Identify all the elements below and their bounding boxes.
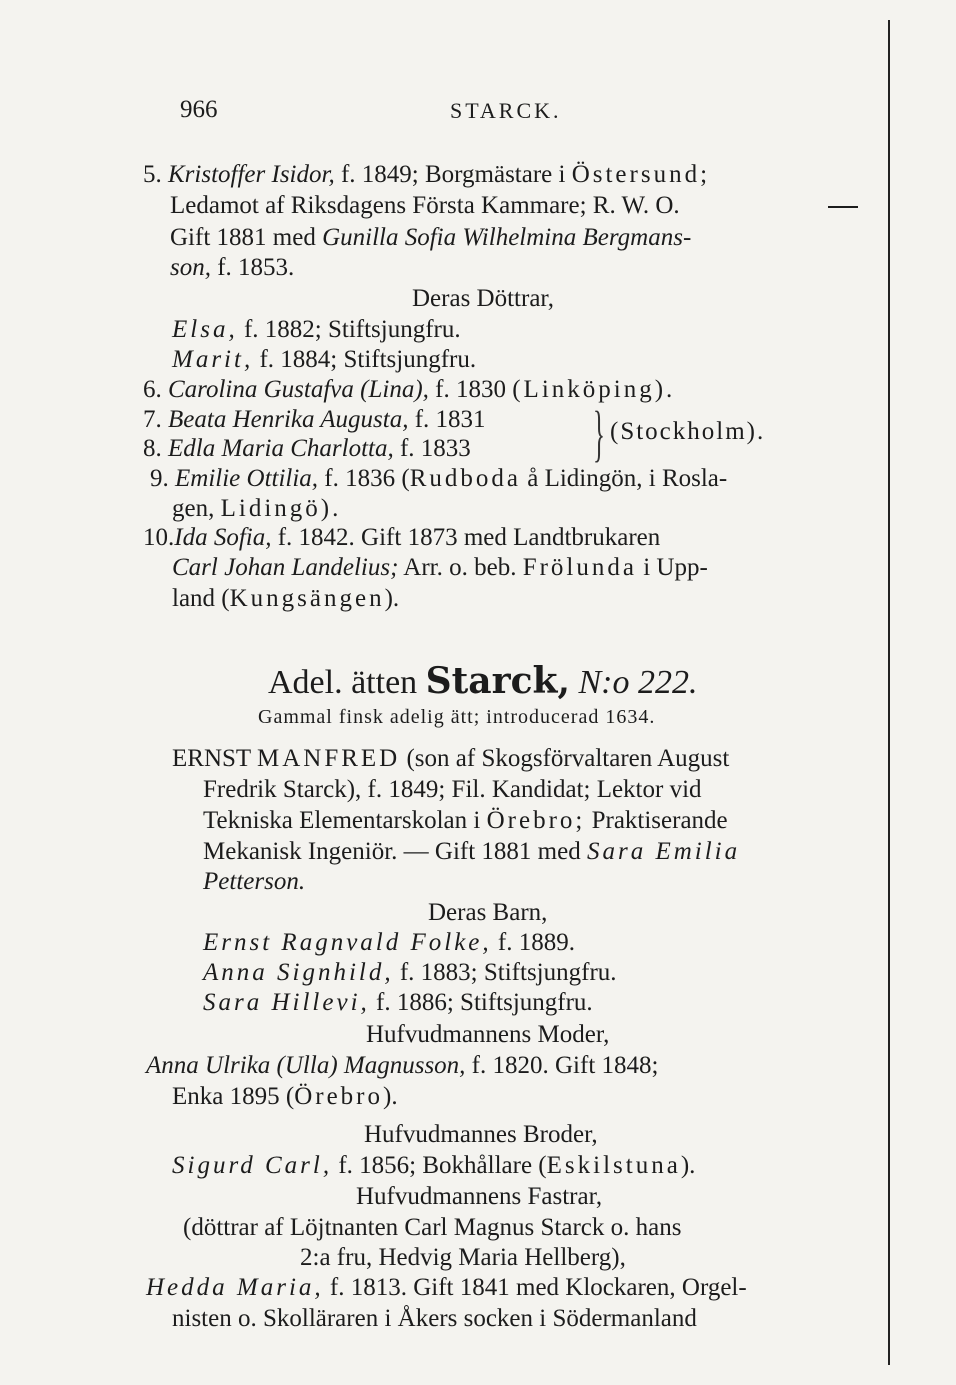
entry-7: 7. Beata Henrika Augusta, f. 1831	[143, 406, 486, 433]
children-heading: Deras Barn,	[428, 899, 548, 926]
entry-8: 8. Edla Maria Charlotta, f. 1833	[143, 435, 471, 462]
ernst-line2: Fredrik Starck), f. 1849; Fil. Kandidat; Lektor vid	[203, 776, 702, 803]
aunts-line1: (döttrar af Löjtnanten Carl Magnus Starck o. hans	[183, 1214, 682, 1241]
child-anna: Anna Signhild, f. 1883; Stiftsjungfru.	[203, 959, 617, 986]
page-number: 966	[180, 96, 218, 123]
entry-5-line2: Ledamot af Riksdagens Första Kammare; R. W. O.	[170, 192, 680, 219]
child-ernst: Ernst Ragnvald Folke, f. 1889.	[203, 929, 575, 956]
aunts-line3: Hedda Maria, f. 1813. Gift 1841 med Klockaren, Orgel-	[146, 1274, 747, 1301]
aunts-line4: nisten o. Skolläraren i Åkers socken i Södermanland	[172, 1305, 697, 1332]
entry-10-line3: land (Kungsängen).	[172, 585, 400, 612]
brother-entry: Sigurd Carl, f. 1856; Bokhållare (Eskilstuna).	[172, 1152, 696, 1179]
mother-heading: Hufvudmannens Moder,	[366, 1021, 610, 1048]
section-title: Adel. ätten Starck, N:o 222.	[268, 660, 698, 702]
aunts-heading: Hufvudmannens Fastrar,	[356, 1183, 603, 1210]
entry-10-line2: Carl Johan Landelius; Arr. o. beb. Frölunda i Upp-	[172, 554, 708, 581]
daughters-heading: Deras Döttrar,	[412, 285, 554, 312]
aunts-line2: 2:a fru, Hedvig Maria Hellberg),	[300, 1244, 626, 1271]
child-sara: Sara Hillevi, f. 1886; Stiftsjungfru.	[203, 989, 593, 1016]
entry-5-line4: son, f. 1853.	[170, 254, 295, 281]
dash	[828, 206, 858, 208]
brace: }	[593, 400, 605, 468]
mother-entry: Anna Ulrika (Ulla) Magnusson, f. 1820. Gift 1848;	[146, 1052, 659, 1079]
page-edge-rule	[888, 20, 890, 1365]
entry-9: 9. Emilie Ottilia, f. 1836 (Rudboda å Lidingön, i Rosla-	[150, 465, 728, 492]
daughter-marit: Marit, f. 1884; Stiftsjungfru.	[172, 346, 477, 373]
mother-line2: Enka 1895 (Örebro).	[172, 1083, 398, 1110]
entry-10: 10.Ida Sofia, f. 1842. Gift 1873 med Landtbrukaren	[143, 524, 661, 551]
stockholm-note: (Stockholm).	[610, 418, 766, 445]
ernst-line4: Mekanisk Ingeniör. — Gift 1881 med Sara Emilia	[203, 838, 741, 865]
entry-5-line3: Gift 1881 med Gunilla Sofia Wilhelmina Bergmans-	[170, 224, 692, 251]
entry-6: 6. Carolina Gustafva (Lina), f. 1830 (Linköping).	[143, 376, 676, 403]
daughter-elsa: Elsa, f. 1882; Stiftsjungfru.	[172, 316, 461, 343]
running-title: STARCK.	[450, 98, 562, 123]
ernst-entry: ERNST MANFRED (son af Skogsförvaltaren August	[172, 745, 730, 772]
section-subtitle: Gammal finsk adelig ätt; introducerad 1634.	[258, 706, 656, 728]
brother-heading: Hufvudmannes Broder,	[364, 1121, 598, 1148]
entry-5: 5. Kristoffer Isidor, f. 1849; Borgmästare i Östersund;	[143, 161, 711, 188]
entry-9-line2: gen, Lidingö).	[172, 495, 342, 522]
ernst-line3: Tekniska Elementarskolan i Örebro; Praktiserande	[203, 807, 728, 834]
ernst-line5: Petterson.	[203, 868, 306, 895]
